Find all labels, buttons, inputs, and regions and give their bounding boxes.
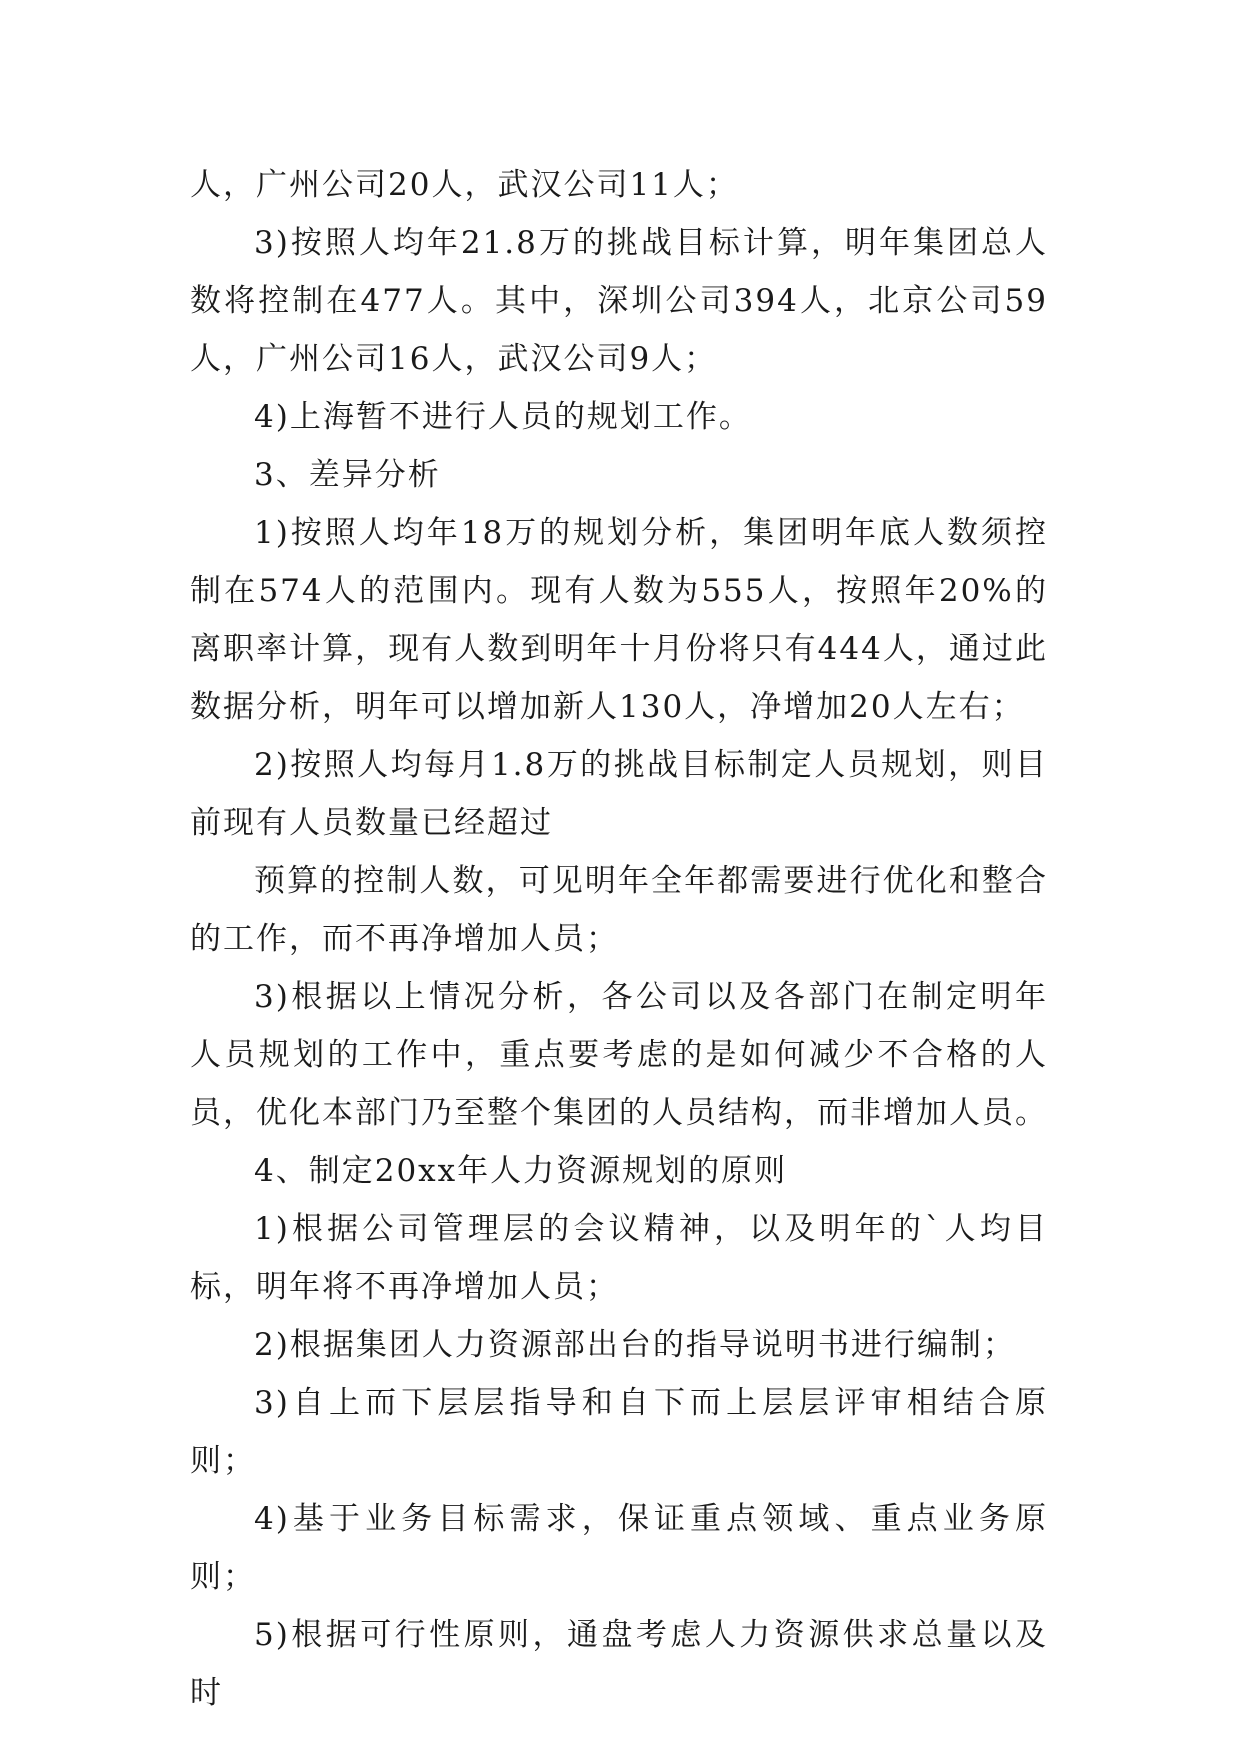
paragraph-8: 3)根据以上情况分析，各公司以及各部门在制定明年人员规划的工作中，重点要考虑的是如何减少不合格的人员，优化本部门乃至整个集团的人员结构，而非增加人员。 (190, 979, 1048, 1131)
paragraph-11: 2)根据集团人力资源部出台的指导说明书进行编制； (254, 1327, 1016, 1363)
paragraph-1: 人，广州公司20人，武汉公司11人； (190, 167, 739, 203)
paragraph-12: 3)自上而下层层指导和自下而上层层评审相结合原则； (190, 1385, 1048, 1479)
paragraph-3: 4)上海暂不进行人员的规划工作。 (254, 399, 752, 435)
paragraph-5: 1)按照人均年18万的规划分析，集团明年底人数须控制在574人的范围内。现有人数为555人，按照年20%的离职率计算，现有人数到明年十月份将只有444人，通过此数据分析，明年可以增加新人130人，净增加20人左右； (190, 515, 1048, 725)
section-heading-3: 3、差异分析 (254, 457, 441, 493)
paragraph-6: 2)按照人均每月1.8万的挑战目标制定人员规划，则目前现有人员数量已经超过 (190, 747, 1048, 841)
document-body (190, 156, 1048, 1722)
section-heading-4: 4、制定20xx年人力资源规划的原则 (254, 1153, 788, 1189)
paragraph-10: 1)根据公司管理层的会议精神，以及明年的`人均目标，明年将不再净增加人员； (190, 1211, 1048, 1305)
paragraph-14: 5)根据可行性原则，通盘考虑人力资源供求总量以及时 (190, 1617, 1048, 1711)
paragraph-13: 4)基于业务目标需求，保证重点领域、重点业务原则； (190, 1501, 1048, 1595)
paragraph-2: 3)按照人均年21.8万的挑战目标计算，明年集团总人数将控制在477人。其中，深圳公司394人，北京公司59人，广州公司16人，武汉公司9人； (190, 225, 1048, 377)
paragraph-7: 预算的控制人数，可见明年全年都需要进行优化和整合的工作，而不再净增加人员； (190, 863, 1048, 957)
